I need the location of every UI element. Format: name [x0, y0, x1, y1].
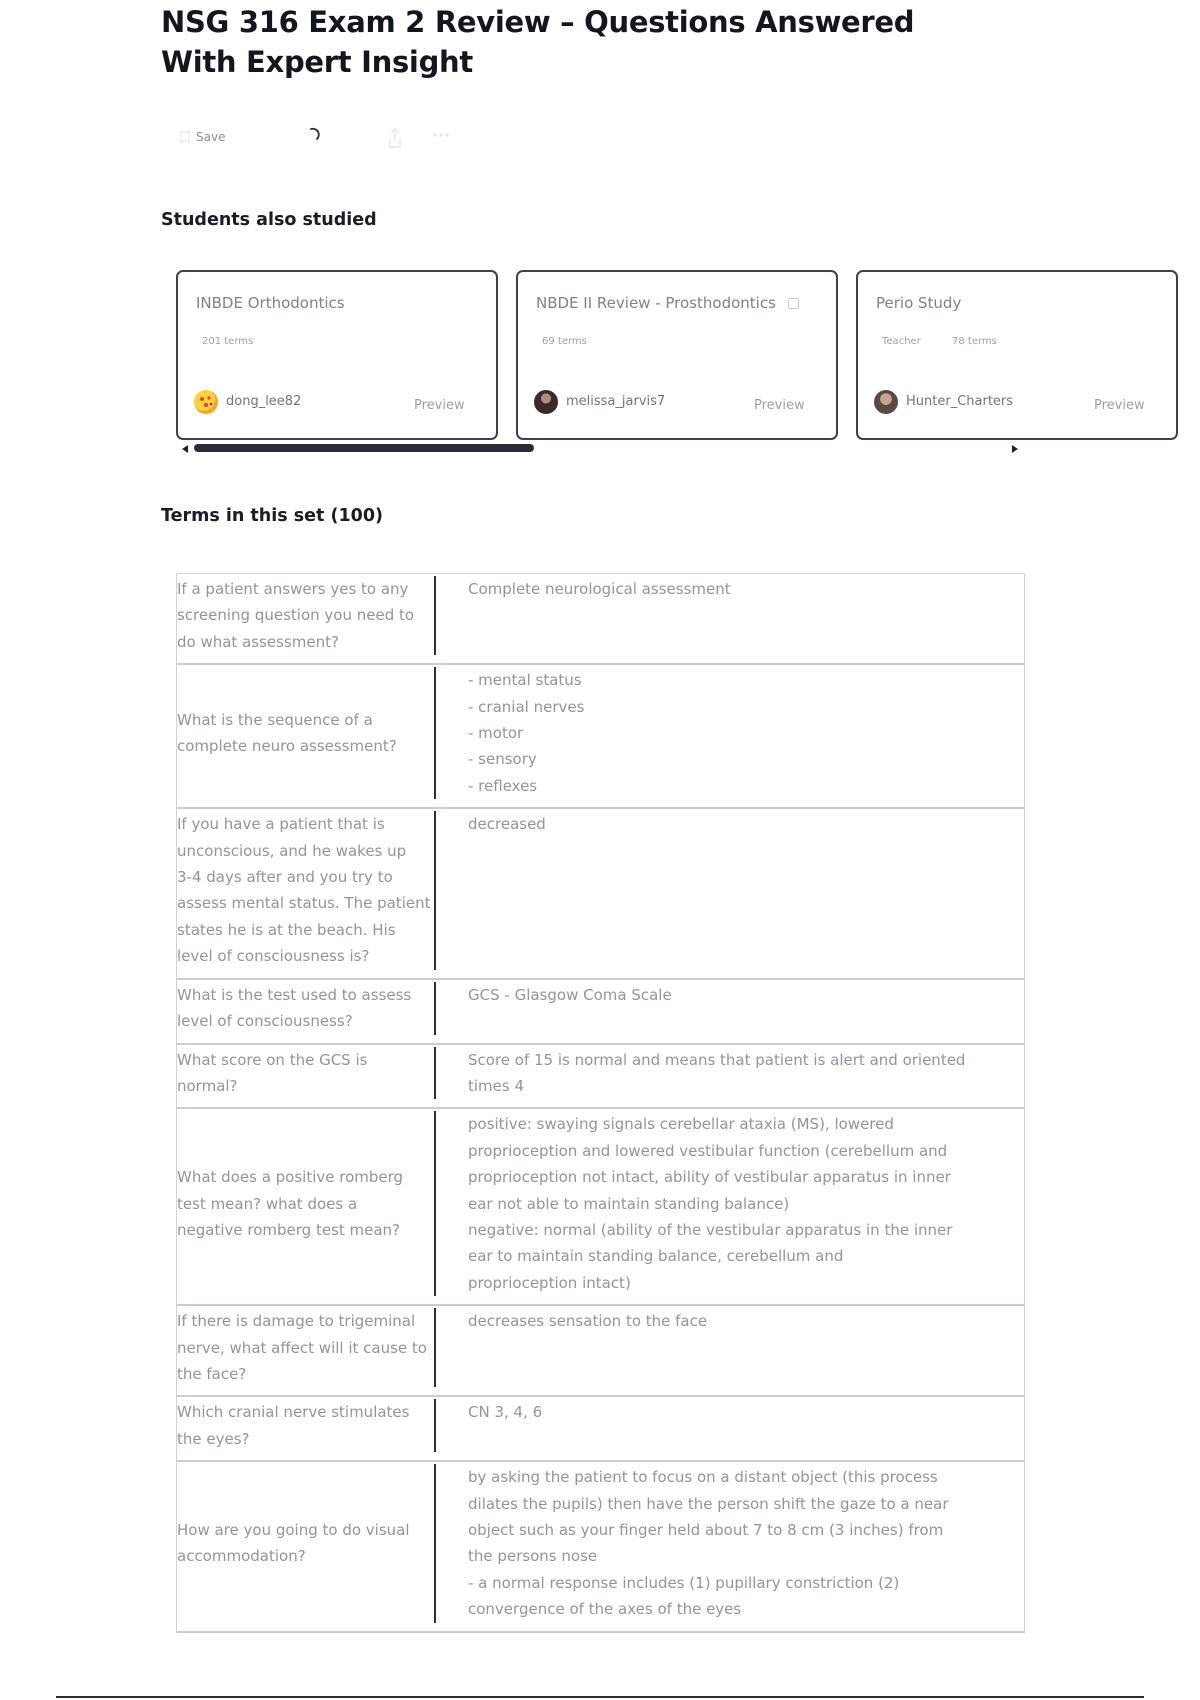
term-question: If you have a patient that is unconscious, and he wakes up 3-4 days after and you try to assess mental status. The patient states he is at the beach. His level of consciousness is? — [177, 811, 436, 969]
card-preview-button[interactable]: Preview — [414, 398, 465, 413]
term-row — [177, 665, 1024, 809]
term-question: What is the sequence of a complete neuro assessment? — [177, 667, 436, 799]
term-question: What is the test used to assess level of consciousness? — [177, 982, 436, 1035]
term-question: Which cranial nerve stimulates the eyes? — [177, 1399, 436, 1452]
term-answer: decreases sensation to the face — [468, 1312, 708, 1331]
study-set-card[interactable] — [516, 270, 838, 440]
term-question: What score on the GCS is normal? — [177, 1047, 436, 1100]
card-title: Perio Study — [876, 294, 962, 312]
avatar — [874, 390, 898, 414]
avatar — [534, 390, 558, 414]
page-title: NSG 316 Exam 2 Review – Questions Answered With Expert Insight — [161, 5, 915, 79]
term-question: If there is damage to trigeminal nerve, what affect will it cause to the face? — [177, 1308, 436, 1387]
term-row — [177, 1462, 1024, 1632]
scroll-right-arrow-icon[interactable] — [1012, 445, 1018, 453]
scroll-left-arrow-icon[interactable] — [182, 445, 188, 453]
term-answer: CN 3, 4, 6 — [468, 1403, 543, 1422]
card-preview-button[interactable]: Preview — [754, 398, 805, 413]
more-icon[interactable] — [432, 132, 450, 138]
term-answer: Complete neurological assessment — [468, 580, 731, 598]
page-divider — [56, 1696, 1144, 1698]
term-row — [177, 809, 1024, 979]
save-label: Save — [196, 130, 226, 144]
card-term-count: 69 terms — [542, 336, 587, 347]
document-icon — [788, 298, 799, 309]
card-username[interactable]: dong_lee82 — [226, 394, 302, 409]
loading-spinner-icon — [308, 126, 322, 142]
students-also-studied-heading: Students also studied — [161, 210, 377, 230]
term-answer: positive: swaying signals cerebellar ataxia (MS), lowered proprioception and lowered vestibular function (cerebellum and proprioception not intact, ability of vestibular apparatus in inner ear not able to maintain standing balance) negative: normal (ability of the vestibular apparatus in the inner ear to maintain standing balance, cerebellum and proprioception intact) — [468, 1115, 953, 1292]
carousel-scrollbar[interactable] — [176, 444, 1024, 454]
card-title: INBDE Orthodontics — [196, 294, 345, 312]
card-preview-button[interactable]: Preview — [1094, 398, 1145, 413]
card-term-count: 201 terms — [202, 336, 254, 347]
card-username[interactable]: melissa_jarvis7 — [566, 394, 666, 409]
bookmark-icon — [180, 131, 190, 144]
card-title-text: NBDE II Review - Prosthodontics — [536, 294, 776, 312]
card-term-count: 78 terms — [952, 336, 997, 347]
card-title — [536, 294, 799, 312]
term-question: If a patient answers yes to any screening question you need to do what assessment? — [177, 576, 436, 655]
term-row — [177, 1397, 1024, 1462]
term-row — [177, 980, 1024, 1045]
term-row — [177, 1306, 1024, 1397]
study-set-card[interactable] — [856, 270, 1178, 440]
term-answer: by asking the patient to focus on a distant object (this process dilates the pupils) then have the person shift the gaze to a near object such as your finger held about 7 to 8 cm (3 inches) from the persons nose - a normal response includes (1) pupillary constriction (2) convergence of the axes of the eyes — [468, 1468, 949, 1619]
study-set-card[interactable] — [176, 270, 498, 440]
term-answer: - mental status - cranial nerves - motor - sensory - reflexes — [468, 671, 585, 795]
term-row — [177, 1045, 1024, 1110]
share-icon[interactable] — [388, 128, 402, 148]
term-answer: Score of 15 is normal and means that patient is alert and oriented times 4 — [468, 1050, 966, 1095]
term-question: How are you going to do visual accommodation? — [177, 1464, 436, 1622]
card-teacher-badge: Teacher — [882, 336, 921, 347]
also-studied-carousel[interactable] — [176, 270, 1145, 454]
term-question: What does a positive romberg test mean? what does a negative romberg test mean? — [177, 1111, 436, 1296]
avatar — [194, 390, 218, 414]
save-button[interactable] — [180, 130, 225, 144]
term-answer: decreased — [468, 815, 546, 834]
terms-in-set-heading: Terms in this set (100) — [161, 506, 384, 526]
term-answer: GCS - Glasgow Coma Scale — [468, 985, 672, 1004]
term-row — [177, 574, 1024, 665]
scrollbar-thumb[interactable] — [194, 444, 534, 452]
term-row — [177, 1109, 1024, 1306]
card-username[interactable]: Hunter_Charters — [906, 394, 1014, 409]
terms-table — [176, 573, 1025, 1633]
